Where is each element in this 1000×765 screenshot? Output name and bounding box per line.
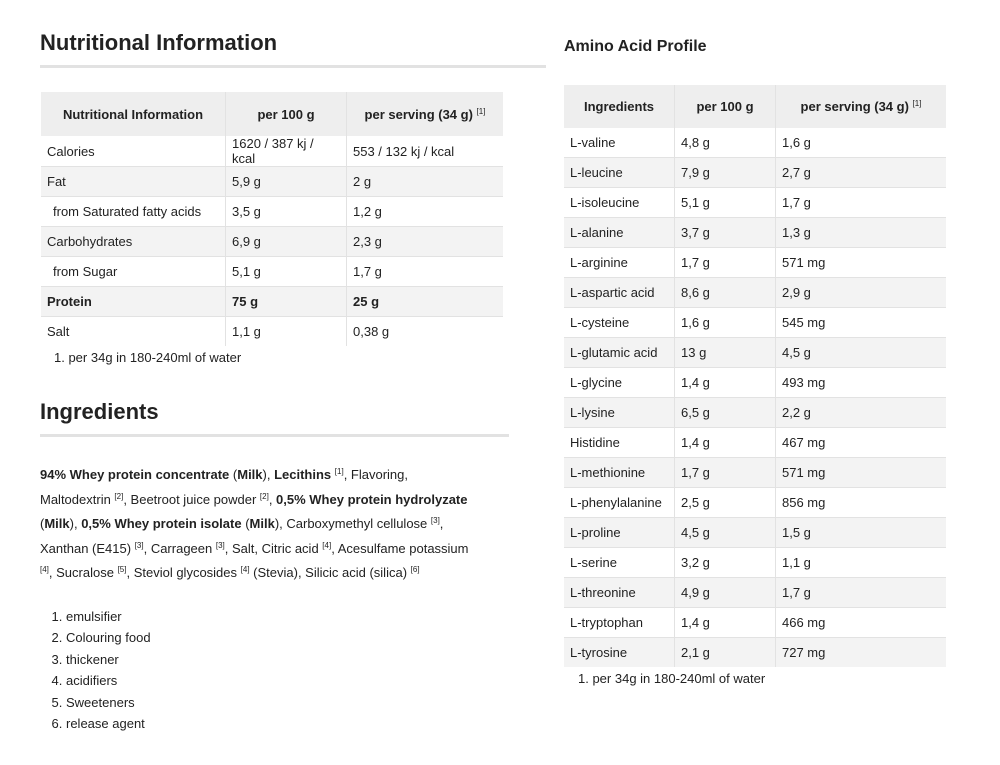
amino-name: L-leucine (564, 158, 675, 188)
nutrient-name: from Sugar (41, 257, 226, 287)
amino-serving: 1,6 g (776, 128, 947, 158)
amino-serving: 2,9 g (776, 278, 947, 308)
ingredient-text: ( (241, 516, 250, 531)
nutrition-header-per100: per 100 g (226, 92, 347, 136)
nutrition-footnote: 1. per 34g in 180-240ml of water (54, 350, 242, 365)
amino-table-body (564, 128, 946, 667)
ingredient-bold-text: Milk (249, 516, 275, 531)
amino-name: L-serine (564, 548, 675, 578)
amino-serving: 2,7 g (776, 158, 947, 188)
right-column (564, 38, 947, 686)
ingredients-text (40, 461, 480, 584)
amino-row (564, 428, 946, 458)
footnote-ref: [4] (40, 565, 49, 574)
footnote-ref: [1] (334, 467, 344, 476)
amino-row (564, 338, 946, 368)
amino-per100: 6,5 g (675, 398, 776, 428)
amino-serving: 1,7 g (776, 188, 947, 218)
amino-per100: 4,9 g (675, 578, 776, 608)
amino-footnote: 1. per 34g in 180-240ml of water (578, 671, 766, 686)
amino-header-name: Ingredients (564, 85, 675, 128)
nutrient-serving: 2 g (347, 167, 504, 197)
nutrient-serving: 25 g (347, 287, 504, 317)
ingredients-title-wrap (40, 399, 509, 437)
amino-per100: 1,7 g (675, 248, 776, 278)
ingredient-text: ), Carboxymethyl cellulose (274, 516, 431, 531)
nutrition-row (41, 287, 503, 317)
amino-row (564, 518, 946, 548)
nutrition-row (41, 317, 503, 347)
amino-serving: 1,5 g (776, 518, 947, 548)
nutrient-serving: 553 / 132 kj / kcal (347, 136, 504, 167)
amino-row (564, 278, 946, 308)
ingredient-text: , Xanthan (E415) (40, 516, 444, 556)
amino-header-serving (776, 85, 947, 128)
footnote-ref: [2] (114, 491, 124, 501)
amino-name: Histidine (564, 428, 675, 458)
amino-serving: 1,1 g (776, 548, 947, 578)
footnote-ref: [3] (215, 540, 225, 550)
amino-per100: 3,2 g (675, 548, 776, 578)
ingredient-text: , Salt, Citric acid (224, 540, 323, 556)
nutrition-header-name: Nutritional Information (41, 92, 226, 136)
nutrition-section-title: Nutritional Information (40, 30, 546, 68)
nutrient-serving: 2,3 g (347, 227, 504, 257)
footnote-ref: [2] (259, 491, 269, 501)
nutrient-name: from Saturated fatty acids (41, 197, 226, 227)
amino-row (564, 128, 946, 158)
ingredient-bold-text: 94% Whey protein concentrate (40, 467, 230, 482)
amino-per100: 4,5 g (675, 518, 776, 548)
amino-per100: 1,4 g (675, 428, 776, 458)
amino-serving: 493 mg (776, 368, 947, 398)
ingredient-text: , Carrageen (143, 540, 216, 556)
amino-name: L-methionine (564, 458, 675, 488)
amino-per100: 5,1 g (675, 188, 776, 218)
amino-serving: 1,7 g (776, 578, 947, 608)
amino-name: L-valine (564, 128, 675, 158)
ingredient-bold-text: 0,5% Whey protein hydrolyzate (276, 491, 468, 507)
footnote-ref: [6] (410, 565, 420, 574)
amino-section-title: Amino Acid Profile (564, 38, 707, 55)
ingredient-text: , Acesulfame potassium (331, 540, 469, 556)
ingredient-text: (Stevia), Silicic acid (silica) (249, 565, 411, 580)
ingredient-text: , (268, 491, 277, 507)
amino-row (564, 398, 946, 428)
ingredient-text: ), (262, 467, 275, 482)
ingredient-bold-text: Lecithins (274, 467, 332, 482)
ingredient-text: , Sucralose (48, 565, 118, 580)
ingredient-bold-text: Milk (44, 516, 70, 531)
nutrient-name: Carbohydrates (41, 227, 226, 257)
nutrition-row (41, 167, 503, 197)
ingredient-footnote: 5. Sweeteners (66, 692, 546, 714)
amino-name: L-glutamic acid (564, 338, 675, 368)
amino-per100: 1,7 g (675, 458, 776, 488)
nutrition-row (41, 136, 503, 167)
nutrition-header-row (41, 92, 503, 136)
nutrient-name: Protein (41, 287, 226, 317)
ingredient-bold-text: 0,5% Whey protein isolate (81, 516, 242, 531)
amino-row (564, 248, 946, 278)
ingredient-footnote: 3. thickener (66, 649, 546, 671)
ingredient-text: , Steviol glycosides (126, 565, 241, 580)
nutrition-table (41, 92, 503, 346)
amino-name: L-alanine (564, 218, 675, 248)
amino-row (564, 548, 946, 578)
nutrient-name: Calories (41, 136, 226, 167)
amino-serving: 727 mg (776, 638, 947, 668)
amino-name: L-phenylalanine (564, 488, 675, 518)
nutrient-serving: 1,7 g (347, 257, 504, 287)
amino-per100: 13 g (675, 338, 776, 368)
amino-serving: 571 mg (776, 458, 947, 488)
amino-name: L-cysteine (564, 308, 675, 338)
amino-header-per100: per 100 g (675, 85, 776, 128)
footnote-ref: [5] (117, 565, 127, 574)
nutrient-per100: 6,9 g (226, 227, 347, 257)
amino-name: L-isoleucine (564, 188, 675, 218)
amino-row (564, 488, 946, 518)
amino-per100: 4,8 g (675, 128, 776, 158)
amino-serving: 545 mg (776, 308, 947, 338)
amino-row (564, 188, 946, 218)
amino-per100: 3,7 g (675, 218, 776, 248)
amino-per100: 2,1 g (675, 638, 776, 668)
ingredient-footnote: 6. release agent (66, 713, 546, 735)
amino-name: L-lysine (564, 398, 675, 428)
nutrient-serving: 0,38 g (347, 317, 504, 347)
footnote-ref: [4] (322, 540, 332, 550)
amino-row (564, 218, 946, 248)
ingredient-text: , Beetroot juice powder (123, 491, 260, 507)
footnote-ref: [3] (430, 516, 440, 525)
ingredients-footnote-list (40, 606, 546, 735)
ingredients-section-title: Ingredients (40, 399, 509, 437)
nutrition-row (41, 197, 503, 227)
amino-serving: 4,5 g (776, 338, 947, 368)
nutrient-per100: 1620 / 387 kj / kcal (226, 136, 347, 167)
nutrient-per100: 5,9 g (226, 167, 347, 197)
ingredient-footnote: 2. Colouring food (66, 627, 546, 649)
amino-header-serving-label: per serving (34 g) (800, 99, 909, 114)
amino-row (564, 368, 946, 398)
nutrition-header-serving-label: per serving (34 g) (364, 106, 473, 122)
amino-per100: 7,9 g (675, 158, 776, 188)
amino-serving: 856 mg (776, 488, 947, 518)
amino-per100: 2,5 g (675, 488, 776, 518)
amino-row (564, 578, 946, 608)
nutrition-row (41, 227, 503, 257)
amino-name: L-arginine (564, 248, 675, 278)
nutrient-per100: 1,1 g (226, 317, 347, 347)
nutrient-serving: 1,2 g (347, 197, 504, 227)
amino-per100: 8,6 g (675, 278, 776, 308)
amino-table (564, 85, 946, 667)
nutrient-per100: 75 g (226, 287, 347, 317)
amino-row (564, 608, 946, 638)
amino-name: L-tryptophan (564, 608, 675, 638)
footnote-ref: [1] (476, 106, 486, 116)
amino-serving: 2,2 g (776, 398, 947, 428)
nutrient-per100: 3,5 g (226, 197, 347, 227)
amino-name: L-aspartic acid (564, 278, 675, 308)
ingredient-text: ), (69, 516, 82, 531)
ingredient-text: ( (40, 516, 45, 531)
amino-row (564, 158, 946, 188)
nutrition-header-serving (347, 92, 504, 136)
amino-serving: 1,3 g (776, 218, 947, 248)
amino-name: L-glycine (564, 368, 675, 398)
amino-name: L-threonine (564, 578, 675, 608)
footnote-ref: [1] (912, 99, 922, 108)
footnote-ref: [3] (134, 540, 144, 550)
amino-header-row (564, 85, 946, 128)
amino-serving: 467 mg (776, 428, 947, 458)
amino-per100: 1,6 g (675, 308, 776, 338)
nutrient-name: Fat (41, 167, 226, 197)
amino-row (564, 638, 946, 668)
nutrition-row (41, 257, 503, 287)
ingredient-text: , Flavoring, Maltodextrin (40, 467, 409, 507)
amino-name: L-proline (564, 518, 675, 548)
amino-name: L-tyrosine (564, 638, 675, 668)
ingredient-text: ( (229, 467, 238, 482)
amino-per100: 1,4 g (675, 368, 776, 398)
footnote-ref: [4] (240, 565, 250, 574)
ingredient-footnote: 4. acidifiers (66, 670, 546, 692)
amino-per100: 1,4 g (675, 608, 776, 638)
amino-row (564, 458, 946, 488)
ingredient-footnote: 1. emulsifier (66, 606, 546, 628)
amino-serving: 466 mg (776, 608, 947, 638)
nutrient-name: Salt (47, 324, 70, 339)
ingredient-bold-text: Milk (237, 467, 263, 482)
amino-serving: 571 mg (776, 248, 947, 278)
left-column (40, 30, 546, 735)
nutrient-per100: 5,1 g (226, 257, 347, 287)
amino-row (564, 308, 946, 338)
